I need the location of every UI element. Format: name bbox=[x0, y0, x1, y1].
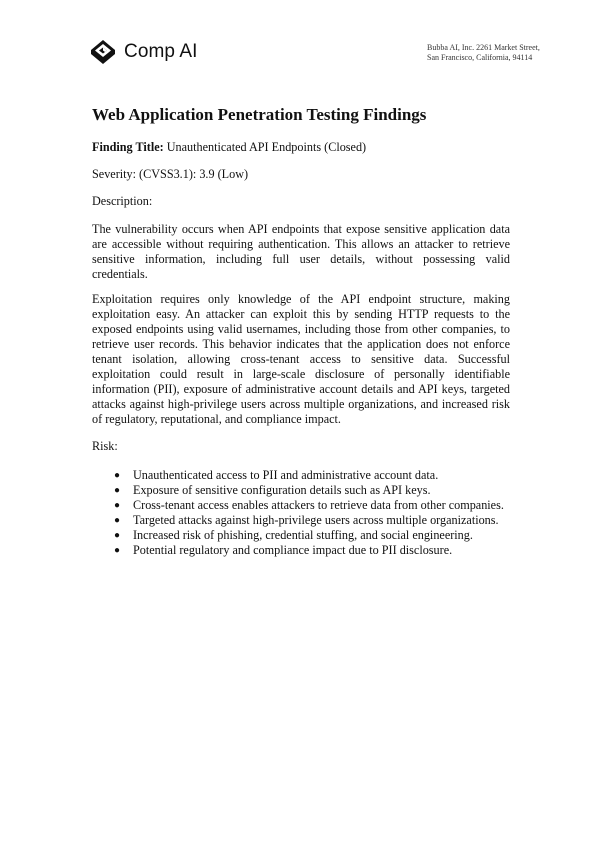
finding-title-value: Unauthenticated API Endpoints (Closed) bbox=[163, 140, 367, 154]
risk-label: Risk: bbox=[92, 439, 118, 453]
risk-item: ● Unauthenticated access to PII and administrative account data. bbox=[114, 468, 439, 482]
risk-list bbox=[92, 468, 510, 558]
logo-text: Comp AI bbox=[124, 41, 198, 62]
risk-item: ● Exposure of sensitive configuration details such as API keys. bbox=[114, 483, 431, 497]
page-header bbox=[0, 0, 600, 90]
bullet-icon: ● bbox=[114, 515, 121, 526]
comp-ai-logo-icon bbox=[89, 38, 117, 66]
description-paragraph-2: Exploitation requires only knowledge of the API endpoint structure, making exploitation easy. An attacker can exploit this by sending HTTP requests to the exposed endpoints using valid usernames, including those from other companies, to retrieve user records. This behavior indicates that the application does not enforce tenant isolation, allowing cross-tenant access to sensitive data. Successful exploitation could result in large-scale disclosure of personally identifiable information (PII), exposure of administrative account details and API keys, targeted attacks against high-privilege users across multiple organizations, and increased risk of regulatory, reputational, and compliance impact. bbox=[92, 292, 510, 426]
risk-item: ● Targeted attacks against high-privilege users across multiple organizations. bbox=[114, 513, 499, 527]
bullet-icon: ● bbox=[114, 470, 121, 481]
risk-item: ● Potential regulatory and compliance impact due to PII disclosure. bbox=[114, 543, 453, 557]
bullet-icon: ● bbox=[114, 485, 121, 496]
address-line-1: Bubba AI, Inc. 2261 Market Street, bbox=[427, 43, 540, 52]
bullet-icon: ● bbox=[114, 530, 121, 541]
description-label: Description: bbox=[92, 194, 153, 208]
bullet-icon: ● bbox=[114, 500, 121, 511]
severity-line: Severity: (CVSS3.1): 3.9 (Low) bbox=[92, 167, 249, 181]
finding-title bbox=[92, 140, 510, 155]
bullet-icon: ● bbox=[114, 545, 121, 556]
risk-item: ● Cross-tenant access enables attackers to retrieve data from other companies. bbox=[114, 498, 504, 512]
document-title: Web Application Penetration Testing Findings bbox=[92, 105, 427, 124]
risk-item: ● Increased risk of phishing, credential stuffing, and social engineering. bbox=[114, 528, 473, 542]
document-body bbox=[92, 104, 510, 558]
company-logo bbox=[89, 38, 198, 66]
company-address bbox=[427, 43, 540, 63]
finding-title-label: Finding Title: bbox=[92, 140, 164, 154]
description-paragraph-1: The vulnerability occurs when API endpoints that expose sensitive application data are accessible without requiring authentication. This allows an attacker to retrieve sensitive information, including full user details, without possessing valid credentials. bbox=[92, 222, 510, 281]
address-line-2: San Francisco, California, 94114 bbox=[427, 53, 533, 62]
